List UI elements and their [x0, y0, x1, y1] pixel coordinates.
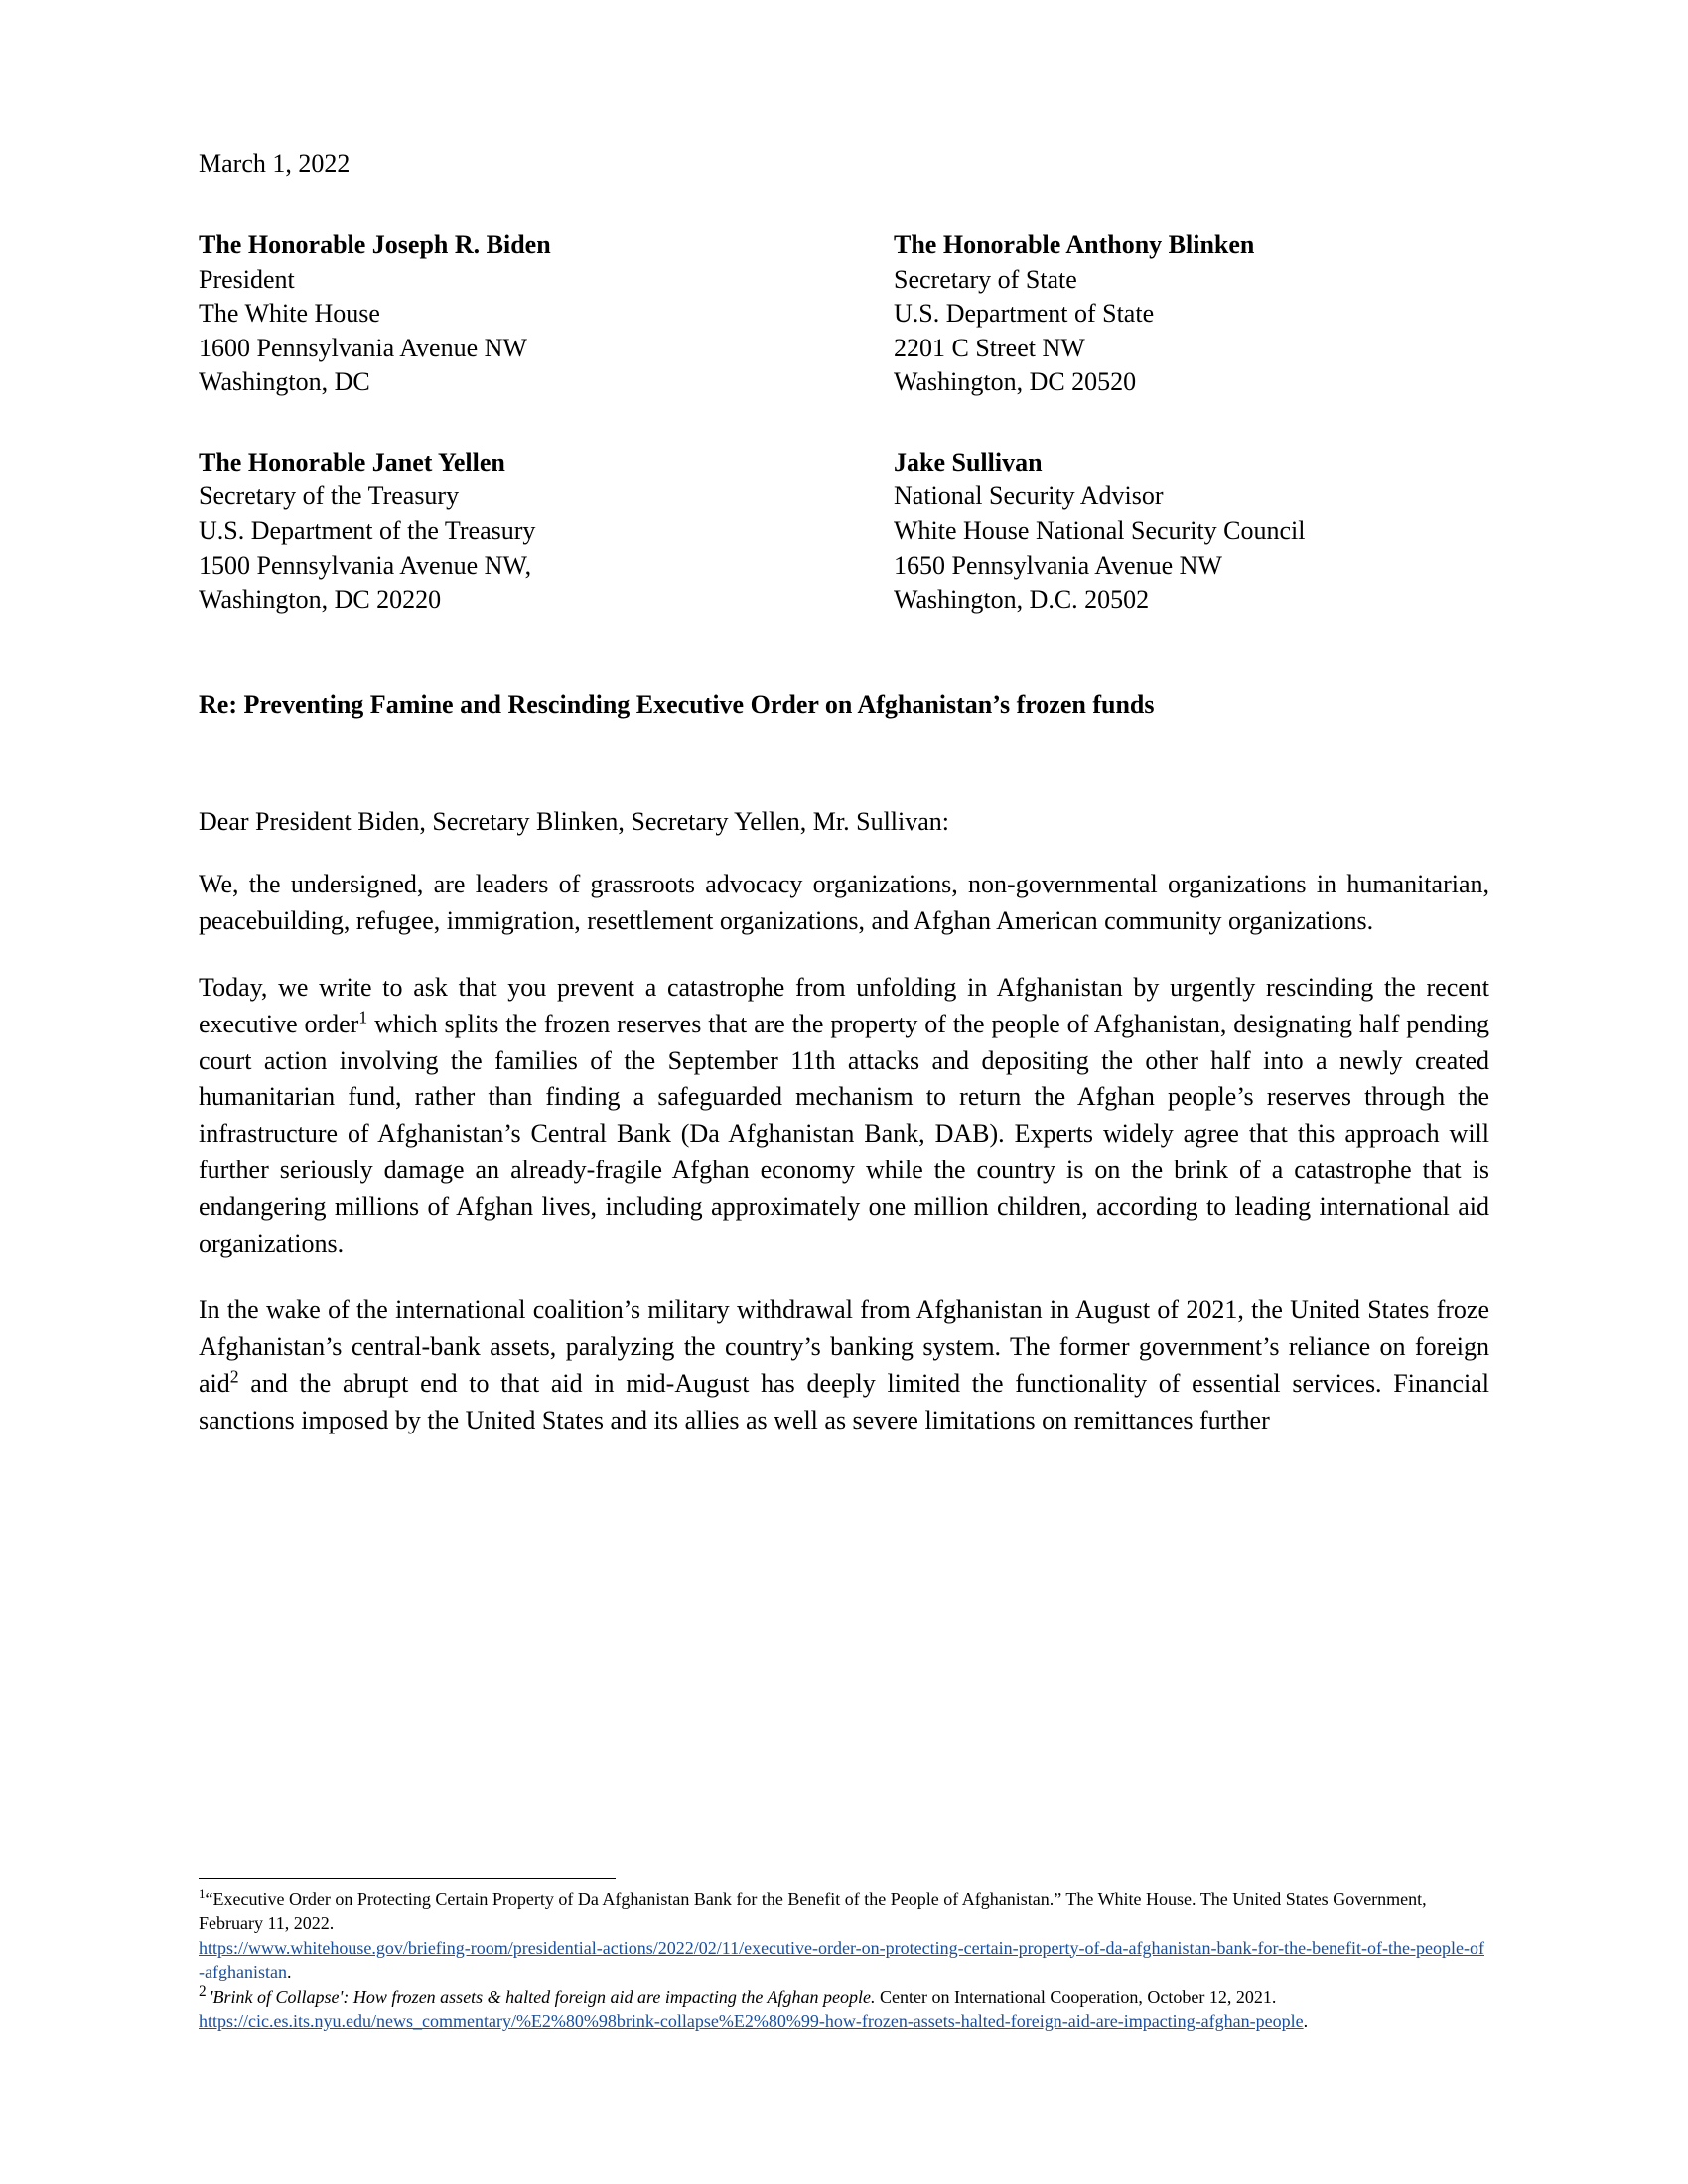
footnote-2 [199, 1982, 1489, 2033]
recipient-line: Washington, D.C. 20502 [894, 585, 1150, 614]
recipient-line: President [199, 264, 295, 294]
footnote-title: 'Brink of Collapse': How frozen assets & halted foreign aid are impacting the Afghan people. [209, 1986, 876, 2007]
footnote-link[interactable]: https://cic.es.its.nyu.edu/news_commentary/%E2%80%98brink-collapse%E2%80%99-how-frozen-assets-halted-foreign-aid-are-impacting-afghan-people [199, 2010, 1304, 2031]
footnote-1 [199, 1887, 1489, 1982]
recipient-line: White House National Security Council [894, 516, 1306, 546]
recipient-name: The Honorable Janet Yellen [199, 447, 505, 477]
recipient-line: 1600 Pennsylvania Avenue NW [199, 333, 527, 362]
footnote-link-wrapper [199, 2009, 1489, 2033]
salutation: Dear President Biden, Secretary Blinken, Secretary Yellen, Mr. Sullivan: [199, 806, 950, 836]
recipient-line: Secretary of State [894, 264, 1077, 294]
recipient-line: U.S. Department of State [894, 299, 1155, 329]
paragraph-text: In the wake of the international coalition’s military withdrawal from Afghanistan in August of 2021, the United States froze Afghanistan’s central-bank assets, paralyzing the country’s banking system. The former government’s reliance on foreign aid [199, 1295, 1489, 1398]
recipient-line: 1650 Pennsylvania Avenue NW [894, 550, 1222, 580]
recipient-line: The White House [199, 299, 380, 329]
recipient-line: Washington, DC [199, 367, 370, 397]
footnote-link-tail: . [286, 1961, 292, 1981]
footnote-link-tail: . [1303, 2010, 1309, 2031]
recipient-address-grid [199, 228, 1489, 617]
recipient-line: 2201 C Street NW [894, 333, 1085, 362]
footnote-link[interactable]: https://www.whitehouse.gov/briefing-room/presidential-actions/2022/02/11/executive-order-on-protecting-certain-property-of-da-afghanistan-bank-for-the-benefit-of-the-people-of-afghanistan [199, 1937, 1484, 1981]
footnote-ref-1[interactable]: 1 [358, 1006, 368, 1026]
paragraph-text: and the abrupt end to that aid in mid-August has deeply limited the functionality of essential services. Financial sanctions imposed by the United States and its allies as well as severe limitations on remittances further [199, 1368, 1489, 1434]
letter-date: March 1, 2022 [199, 149, 351, 178]
recipient-name: The Honorable Anthony Blinken [894, 230, 1255, 259]
recipient-block-yellen [199, 446, 894, 617]
subject-line: Re: Preventing Famine and Rescinding Executive Order on Afghanistan’s frozen funds [199, 689, 1155, 719]
recipient-name: Jake Sullivan [894, 447, 1043, 477]
footnotes-section [199, 1878, 1489, 2035]
footnote-text: “Executive Order on Protecting Certain Property of Da Afghanistan Bank for the Benefit of the People of Afghanistan.” The White House. The United States Government, February 11, 2022. [199, 1889, 1427, 1934]
recipient-block-sullivan [894, 446, 1489, 617]
footnote-ref-2[interactable]: 2 [229, 1366, 239, 1387]
recipient-line: Secretary of the Treasury [199, 481, 460, 511]
footnote-link-wrapper [199, 1936, 1489, 1983]
recipient-line: Washington, DC 20220 [199, 585, 442, 614]
paragraph-text: which splits the frozen reserves that are the property of the people of Afghanistan, designating half pending court action involving the families of the September 11th attacks and depositing the other half into a newly created humanitarian fund, rather than finding a safeguarded mechanism to return the Afghan people’s reserves through the infrastructure of Afghanistan’s Central Bank (Da Afghanistan Bank, DAB). Experts widely agree that this approach will further seriously damage an already-fragile Afghan economy while the country is on the brink of a catastrophe that is endangering millions of Afghan lives, including approximately one million children, according to leading international aid organizations. [199, 1009, 1489, 1259]
recipient-line: 1500 Pennsylvania Avenue NW, [199, 550, 532, 580]
footnote-text: Center on International Cooperation, October 12, 2021. [875, 1986, 1277, 2007]
recipient-block-blinken [894, 228, 1489, 400]
paragraph-text: Today, we write to ask that you prevent a catastrophe from unfolding in Afghanistan by urgently rescinding the recent executive order [199, 972, 1489, 1038]
body-paragraph-3 [199, 1293, 1489, 1439]
recipient-block-biden [199, 228, 894, 400]
footnote-number: 2 [199, 1982, 207, 2000]
recipient-line: Washington, DC 20520 [894, 367, 1137, 397]
footnote-number: 1 [199, 1886, 206, 1902]
recipient-line: U.S. Department of the Treasury [199, 516, 536, 546]
recipient-line: National Security Advisor [894, 481, 1164, 511]
recipient-name: The Honorable Joseph R. Biden [199, 230, 551, 259]
body-paragraph-2 [199, 970, 1489, 1263]
footnote-separator [199, 1878, 616, 1879]
body-paragraph-1: We, the undersigned, are leaders of grassroots advocacy organizations, non-governmental organizations in humanitarian, peacebuilding, refugee, immigration, resettlement organizations, and Afghan American community organizations. [199, 869, 1489, 935]
